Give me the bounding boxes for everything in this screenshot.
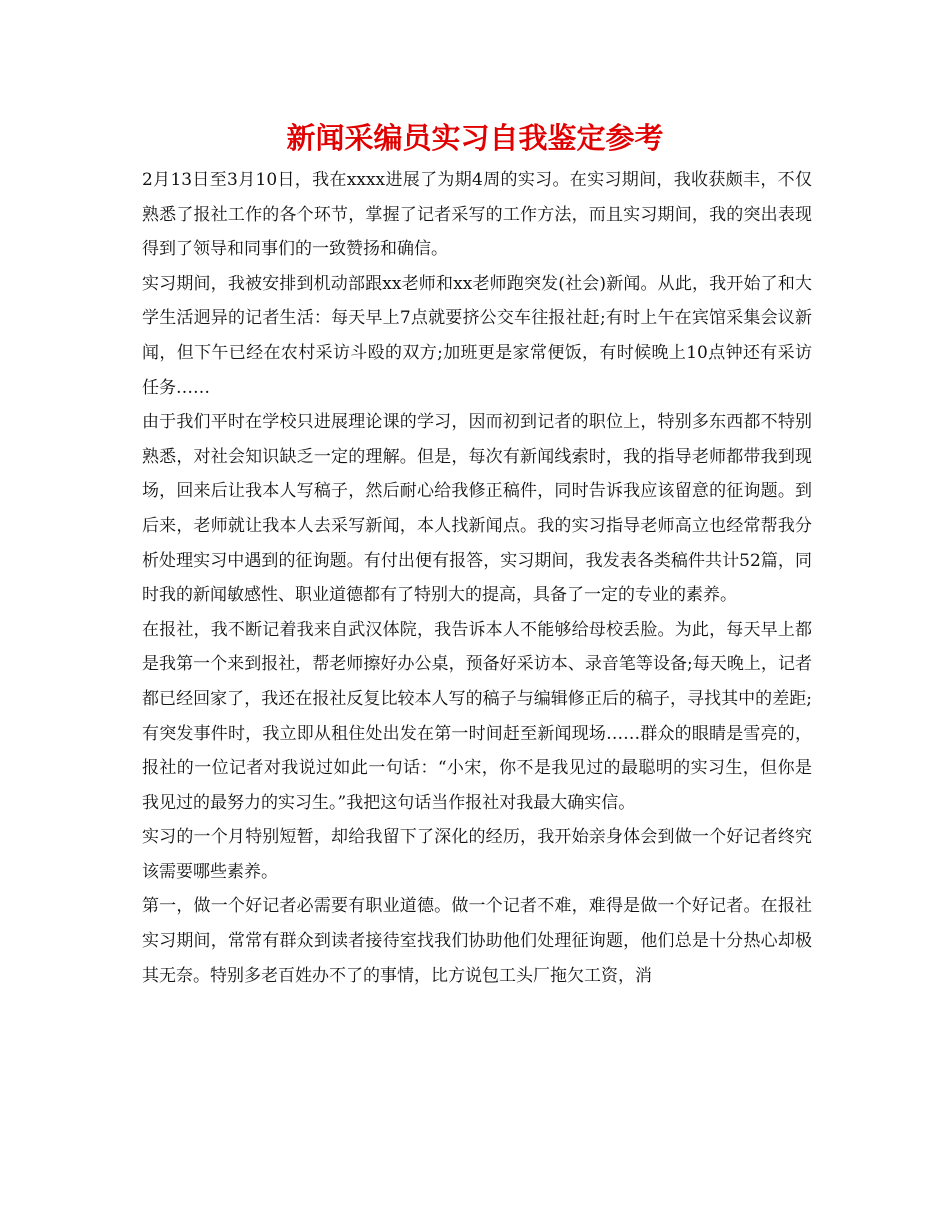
paragraph: 由于我们平时在学校只进展理论课的学习，因而初到记者的职位上，特别多东西都不特别熟悉，对社会知识缺乏一定的理解。但是，每次有新闻线索时，我的指导老师都带我到现场，回来后让我本人写稿子，然后耐心给我修正稿件，同时告诉我应该留意的征询题。到后来，老师就让我本人去采写新闻，本人找新闻点。我的实习指导老师高立也经常帮我分析处理实习中遇到的征询题。有付出便有报答，实习期间，我发表各类稿件共计52篇，同时我的新闻敏感性、职业道德都有了特别大的提高，具备了一定的专业的素养。: [142, 412, 812, 606]
paragraph: 在报社，我不断记着我来自武汉体院，我告诉本人不能够给母校丢脸。为此，每天早上都是我第一个来到报社，帮老师擦好办公桌，预备好采访本、录音笔等设备;每天晚上，记者都已经回家了，我还在报社反复比较本人写的稿子与编辑修正后的稿子，寻找其中的差距;有突发事件时，我立即从租住处出发在第一时间赶至新闻现场……群众的眼睛是雪亮的，报社的一位记者对我说过如此一句话：“小宋，你不是我见过的最聪明的实习生，但你是我见过的最努力的实习生。”我把这句话当作报社对我最大确实信。: [142, 619, 812, 813]
paragraph: 第一，做一个好记者必需要有职业道德。做一个记者不难，难得是做一个好记者。在报社实习期间，常常有群众到读者接待室找我们协助他们处理征询题，他们总是十分热心却极其无奈。特别多老百姓办不了的事情，比方说包工头厂拖欠工资，消: [142, 896, 812, 986]
paragraph: 实习的一个月特别短暂，却给我留下了深化的经历，我开始亲身体会到做一个好记者终究该需要哪些素养。: [142, 827, 812, 882]
document-title: 新闻采编员实习自我鉴定参考: [286, 121, 664, 155]
document-body: [142, 163, 812, 993]
paragraph: 2月13日至3月10日，我在xxxx进展了为期4周的实习。在实习期间，我收获颇丰，不仅熟悉了报社工作的各个环节，掌握了记者采写的工作方法，而且实习期间，我的突出表现得到了领导和同事们的一致赞扬和确信。: [142, 170, 812, 260]
paragraph: 实习期间，我被安排到机动部跟xx老师和xx老师跑突发(社会)新闻。从此，我开始了和大学生活迥异的记者生活：每天早上7点就要挤公交车往报社赶;有时上午在宾馆采集会议新闻，但下午已经在农村采访斗殴的双方;加班更是家常便饭，有时候晚上10点钟还有采访任务……: [142, 273, 812, 398]
